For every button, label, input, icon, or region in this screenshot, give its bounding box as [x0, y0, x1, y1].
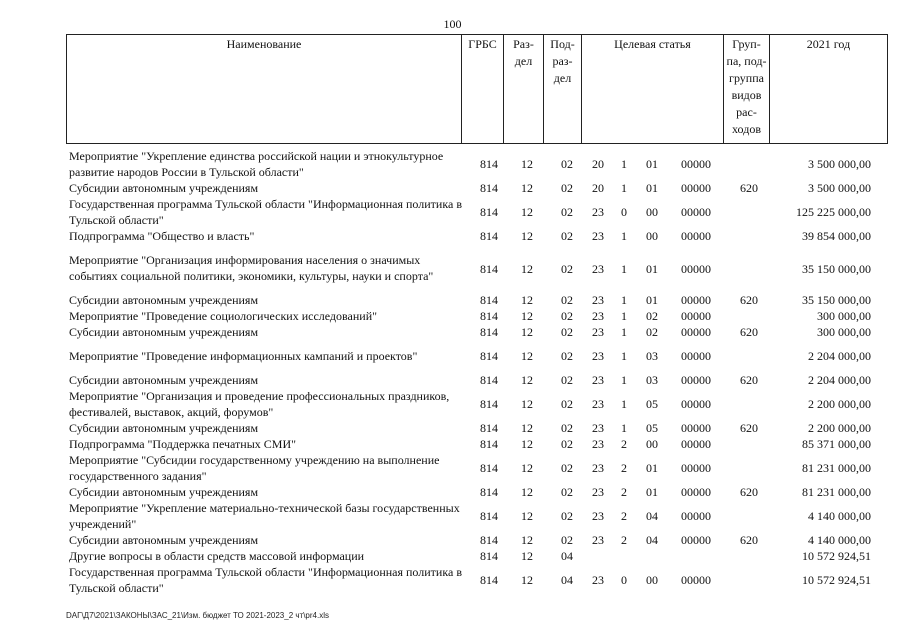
cell-t1: 23 [592, 293, 604, 307]
cell-vr: 620 [740, 181, 758, 195]
cell-t3: 04 [646, 533, 658, 547]
cell-t1: 23 [592, 373, 604, 387]
cell-t4: 00000 [681, 229, 711, 243]
cell-grbs: 814 [480, 509, 498, 523]
cell-t1: 23 [592, 229, 604, 243]
cell-grbs: 814 [480, 181, 498, 195]
cell-t2: 2 [621, 509, 627, 523]
cell-grbs: 814 [480, 309, 498, 323]
cell-t3: 01 [646, 485, 658, 499]
cell-pr: 02 [561, 309, 573, 323]
cell-amount: 10 572 924,51 [802, 549, 871, 563]
row-name: Подпрограмма "Поддержка печатных СМИ" [69, 437, 297, 451]
cell-pr: 02 [561, 437, 573, 451]
table-row [0, 292, 905, 308]
cell-grbs: 814 [480, 205, 498, 219]
cell-t4: 00000 [681, 421, 711, 435]
cell-t1: 20 [592, 181, 604, 195]
header-expense-group: Груп- па, под- группа видов рас- ходов [723, 35, 769, 143]
cell-pr: 02 [561, 349, 573, 363]
cell-t4: 00000 [681, 349, 711, 363]
cell-grbs: 814 [480, 485, 498, 499]
cell-pr: 02 [561, 397, 573, 411]
row-name: Мероприятие "Организация и проведение профессиональных праздников, фестивалей, выставок, акций, форумов" [69, 389, 450, 419]
cell-t4: 00000 [681, 437, 711, 451]
cell-t2: 2 [621, 461, 627, 475]
cell-pr: 02 [561, 325, 573, 339]
cell-t1: 23 [592, 485, 604, 499]
cell-t3: 02 [646, 325, 658, 339]
cell-t4: 00000 [681, 325, 711, 339]
cell-amount: 300 000,00 [817, 325, 871, 339]
cell-pr: 02 [561, 205, 573, 219]
cell-rz: 12 [521, 397, 533, 411]
cell-t2: 2 [621, 485, 627, 499]
cell-pr: 02 [561, 421, 573, 435]
cell-t3: 01 [646, 461, 658, 475]
cell-amount: 4 140 000,00 [808, 533, 871, 547]
cell-amount: 4 140 000,00 [808, 509, 871, 523]
cell-pr: 04 [561, 573, 573, 587]
cell-t4: 00000 [681, 509, 711, 523]
cell-t3: 04 [646, 509, 658, 523]
row-name: Субсидии автономным учреждениям [69, 485, 259, 499]
cell-amount: 3 500 000,00 [808, 181, 871, 195]
row-name: Мероприятие "Субсидии государственному учреждению на выполнение государственного задания" [69, 453, 440, 483]
table-row [0, 500, 905, 532]
cell-vr: 620 [740, 533, 758, 547]
table-row [0, 228, 905, 244]
row-name: Государственная программа Тульской области "Информационная политика в Тульской области" [69, 197, 462, 227]
cell-t3: 01 [646, 262, 658, 276]
cell-t3: 01 [646, 157, 658, 171]
cell-t1: 23 [592, 397, 604, 411]
cell-t2: 1 [621, 229, 627, 243]
table-row [0, 308, 905, 324]
cell-t1: 23 [592, 262, 604, 276]
cell-amount: 85 371 000,00 [802, 437, 871, 451]
table-row [0, 388, 905, 420]
page-number: 100 [443, 17, 462, 31]
cell-t2: 1 [621, 397, 627, 411]
cell-pr: 02 [561, 509, 573, 523]
table-row [0, 196, 905, 228]
cell-t3: 00 [646, 229, 658, 243]
table-header [66, 34, 888, 144]
cell-pr: 02 [561, 229, 573, 243]
row-name: Мероприятие "Укрепление материально-технической базы государственных учреждений" [69, 501, 460, 531]
cell-vr: 620 [740, 421, 758, 435]
row-name: Субсидии автономным учреждениям [69, 373, 259, 387]
cell-rz: 12 [521, 549, 533, 563]
table-row [0, 484, 905, 500]
cell-t2: 1 [621, 349, 627, 363]
cell-t1: 23 [592, 533, 604, 547]
header-year-2021: 2021 год [769, 35, 887, 143]
file-path-footer: DAГ\Д7\2021\ЗАКОНЫ\ЗАС_21\Изм. бюджет ТО 2021-2023_2 чт\pr4.xls [66, 611, 329, 620]
cell-amount: 2 204 000,00 [808, 373, 871, 387]
row-name: Субсидии автономным учреждениям [69, 533, 259, 547]
cell-t3: 00 [646, 205, 658, 219]
cell-rz: 12 [521, 533, 533, 547]
cell-amount: 10 572 924,51 [802, 573, 871, 587]
cell-t2: 0 [621, 573, 627, 587]
cell-grbs: 814 [480, 397, 498, 411]
cell-rz: 12 [521, 421, 533, 435]
cell-rz: 12 [521, 437, 533, 451]
cell-rz: 12 [521, 325, 533, 339]
cell-vr: 620 [740, 325, 758, 339]
row-name: Подпрограмма "Общество и власть" [69, 229, 255, 243]
cell-pr: 02 [561, 262, 573, 276]
cell-rz: 12 [521, 157, 533, 171]
cell-t4: 00000 [681, 461, 711, 475]
cell-rz: 12 [521, 293, 533, 307]
cell-amount: 2 200 000,00 [808, 421, 871, 435]
row-name: Мероприятие "Укрепление единства российской нации и этнокультурное развитие народов России в Тульской области" [69, 149, 444, 179]
cell-t2: 1 [621, 181, 627, 195]
cell-t2: 0 [621, 205, 627, 219]
cell-amount: 300 000,00 [817, 309, 871, 323]
cell-vr: 620 [740, 373, 758, 387]
cell-t3: 05 [646, 397, 658, 411]
cell-t1: 23 [592, 421, 604, 435]
cell-t2: 1 [621, 325, 627, 339]
cell-t3: 02 [646, 309, 658, 323]
cell-t4: 00000 [681, 573, 711, 587]
cell-rz: 12 [521, 205, 533, 219]
cell-grbs: 814 [480, 262, 498, 276]
cell-grbs: 814 [480, 573, 498, 587]
cell-t1: 23 [592, 509, 604, 523]
cell-rz: 12 [521, 262, 533, 276]
cell-t2: 1 [621, 157, 627, 171]
cell-amount: 39 854 000,00 [802, 229, 871, 243]
table-row [0, 436, 905, 452]
cell-rz: 12 [521, 573, 533, 587]
cell-grbs: 814 [480, 229, 498, 243]
cell-pr: 02 [561, 485, 573, 499]
cell-grbs: 814 [480, 461, 498, 475]
cell-rz: 12 [521, 373, 533, 387]
row-name: Субсидии автономным учреждениям [69, 421, 259, 435]
cell-t1: 23 [592, 349, 604, 363]
row-name: Мероприятие "Проведение социологических исследований" [69, 309, 378, 323]
cell-amount: 2 200 000,00 [808, 397, 871, 411]
cell-t1: 23 [592, 309, 604, 323]
cell-t3: 05 [646, 421, 658, 435]
cell-t3: 00 [646, 437, 658, 451]
table-row [0, 180, 905, 196]
table-row [0, 564, 905, 596]
cell-rz: 12 [521, 229, 533, 243]
table-row [0, 420, 905, 436]
cell-t3: 01 [646, 181, 658, 195]
cell-t3: 03 [646, 349, 658, 363]
cell-grbs: 814 [480, 349, 498, 363]
row-name: Государственная программа Тульской области "Информационная политика в Тульской области" [69, 565, 462, 595]
table-row [0, 372, 905, 388]
header-grbs: ГРБС [461, 35, 503, 143]
cell-t4: 00000 [681, 157, 711, 171]
cell-t4: 00000 [681, 485, 711, 499]
cell-rz: 12 [521, 181, 533, 195]
cell-amount: 35 150 000,00 [802, 293, 871, 307]
cell-vr: 620 [740, 485, 758, 499]
table-row [0, 452, 905, 484]
cell-t2: 1 [621, 262, 627, 276]
cell-amount: 125 225 000,00 [796, 205, 871, 219]
cell-t4: 00000 [681, 181, 711, 195]
row-name: Субсидии автономным учреждениям [69, 181, 259, 195]
cell-t4: 00000 [681, 205, 711, 219]
cell-grbs: 814 [480, 549, 498, 563]
row-name: Другие вопросы в области средств массовой информации [69, 549, 365, 563]
cell-vr: 620 [740, 293, 758, 307]
header-target-article: Целевая статья [581, 35, 723, 143]
cell-rz: 12 [521, 485, 533, 499]
cell-rz: 12 [521, 309, 533, 323]
row-name: Мероприятие "Организация информирования населения о значимых событиях социальной политики, экономики, культуры, науки и спорта" [69, 253, 434, 283]
cell-t2: 1 [621, 373, 627, 387]
cell-rz: 12 [521, 509, 533, 523]
cell-t1: 23 [592, 461, 604, 475]
table-row [0, 548, 905, 564]
cell-amount: 3 500 000,00 [808, 157, 871, 171]
cell-t4: 00000 [681, 533, 711, 547]
cell-t1: 23 [592, 573, 604, 587]
row-name: Субсидии автономным учреждениям [69, 293, 259, 307]
table-row [0, 252, 905, 286]
cell-t2: 1 [621, 421, 627, 435]
cell-amount: 81 231 000,00 [802, 461, 871, 475]
header-razdel: Раз- дел [503, 35, 543, 143]
cell-t4: 00000 [681, 309, 711, 323]
cell-pr: 02 [561, 533, 573, 547]
cell-grbs: 814 [480, 293, 498, 307]
cell-rz: 12 [521, 461, 533, 475]
cell-grbs: 814 [480, 325, 498, 339]
row-name: Субсидии автономным учреждениям [69, 325, 259, 339]
cell-t2: 2 [621, 437, 627, 451]
cell-pr: 02 [561, 373, 573, 387]
cell-grbs: 814 [480, 421, 498, 435]
cell-t4: 00000 [681, 262, 711, 276]
cell-t4: 00000 [681, 397, 711, 411]
cell-t4: 00000 [681, 373, 711, 387]
header-podrazdel: Под- раз- дел [543, 35, 581, 143]
table-row [0, 532, 905, 548]
cell-pr: 02 [561, 461, 573, 475]
header-name: Наименование [226, 37, 302, 51]
cell-amount: 81 231 000,00 [802, 485, 871, 499]
table-row [0, 348, 905, 364]
cell-grbs: 814 [480, 373, 498, 387]
cell-t4: 00000 [681, 293, 711, 307]
cell-t1: 23 [592, 325, 604, 339]
table-row [0, 148, 905, 180]
row-name: Мероприятие "Проведение информационных кампаний и проектов" [69, 349, 418, 363]
cell-amount: 2 204 000,00 [808, 349, 871, 363]
cell-amount: 35 150 000,00 [802, 262, 871, 276]
cell-t3: 01 [646, 293, 658, 307]
cell-grbs: 814 [480, 533, 498, 547]
cell-pr: 02 [561, 181, 573, 195]
cell-grbs: 814 [480, 157, 498, 171]
cell-pr: 02 [561, 293, 573, 307]
cell-t2: 1 [621, 309, 627, 323]
cell-t1: 23 [592, 437, 604, 451]
cell-t2: 1 [621, 293, 627, 307]
cell-pr: 04 [561, 549, 573, 563]
cell-t3: 03 [646, 373, 658, 387]
cell-t2: 2 [621, 533, 627, 547]
cell-t1: 20 [592, 157, 604, 171]
cell-t1: 23 [592, 205, 604, 219]
table-row [0, 324, 905, 340]
cell-t3: 00 [646, 573, 658, 587]
cell-grbs: 814 [480, 437, 498, 451]
cell-pr: 02 [561, 157, 573, 171]
cell-rz: 12 [521, 349, 533, 363]
